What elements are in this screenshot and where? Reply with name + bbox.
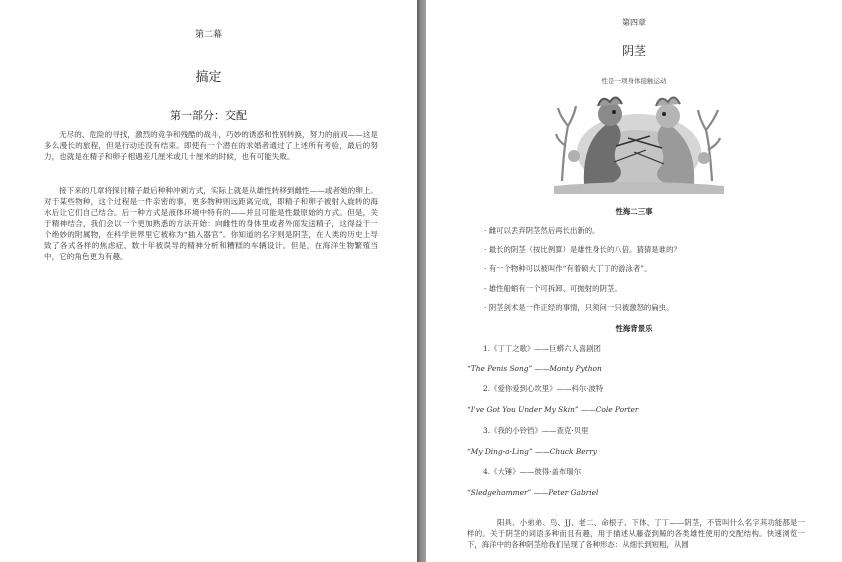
fact-item: · 雌可以丢弃阴茎然后再长出新的。: [484, 226, 600, 235]
song-cn: 3.《我的小铃铛》——查克·贝里: [483, 426, 589, 435]
facts-heading: 性海二三事: [615, 207, 653, 216]
fact-item: · 最长的阴茎（按比例算）是雄性身长的八倍。猜猜是谁的？: [484, 245, 681, 254]
song-en: “My Ding-a-Ling” ——Chuck Berry: [467, 447, 597, 456]
chapter-heading: 第四章: [622, 18, 646, 27]
song-cn: 1.《丁丁之歌》——巨蟒六人喜剧团: [483, 344, 601, 353]
section-heading: 第一部分：交配: [170, 109, 247, 122]
closing-paragraph: 阳具、小弟弟、鸟、JJ、老二、命根子、下体、丁丁——阴茎，不管叫什么名字其功能都是一样的。关于阴茎的词语多种而且有趣，用于描述从藤壶到鲸的各类雄性使用的交配结构。快速浏览一下，海洋中的各种阴茎给我们呈现了各种形态：从细长到短粗，从圆: [467, 518, 805, 549]
epigraph: 性是一项身体接触运动: [601, 77, 667, 85]
chapter-title: 阴茎: [621, 44, 646, 58]
song-en: “I've Got You Under My Skin” ——Cole Porter: [467, 405, 639, 414]
paragraph: 接下来的几章将探讨精子最后种种冲刺方式，实际上就是从雄性转移到雌性——或者她的卵上。对于某些物种，这个过程是一件亲密的事，更多物种则远距离完成，即精子和卵子被射入旋转的海水后让它们自己结合。后一种方式是液体环境中特有的——并且可能是性最原始的方式。但是，关于精神结合，我们会以一个更加熟悉的方法开始：向雌性的身体里或者外面发送精子，这得益于一个绝妙的附属物，在科学世界里它被称为“插入器官”。你知道的名字则是阴茎，在人类的历史上导致了各式各样的焦虑症、数十年被误导的精神分析和糟糕的车辆设计。但是，在海洋生物繁殖当中，它的角色更为有趣。: [44, 186, 378, 261]
right-page: [426, 0, 842, 562]
sea-slugs-fencing-illustration: [554, 86, 724, 194]
page-gutter: [417, 0, 426, 562]
part-title: 搞定: [195, 70, 222, 85]
act-heading: 第二幕: [194, 30, 222, 40]
left-page: [0, 0, 417, 562]
fact-item: · 雄性船蛸有一个可拆卸、可抛射的阴茎。: [484, 284, 622, 293]
song-cn: 4.《大锤》——彼得·盖布瑞尔: [483, 467, 582, 476]
music-heading: 性海背景乐: [615, 324, 653, 333]
song-en: “Sledgehammer” ——Peter Gabriel: [467, 488, 599, 497]
fact-item: · 有一个物种可以被叫作“有着硕大丁丁的游泳者”。: [484, 264, 652, 273]
paragraph: 无尽的、危险的寻找，激烈的竞争和残酷的战斗，巧妙的诱惑和性别转换，努力的前戏——这是多么漫长的旅程，但是行动还没有结束。即使有一个潜在的求婚者通过了上述所有考验，最后的努力，也就是在精子和卵子相遇差几厘米或几十厘米的时候，也有可能失败。: [44, 130, 378, 161]
song-en: “The Penis Song” ——Monty Python: [467, 364, 602, 373]
song-cn: 2.《爱你爱到心坎里》——科尔·波特: [483, 384, 604, 393]
fact-item: · 阴茎剑术是一件正经的事情，只须问一只被激怒的扁虫。: [484, 303, 674, 312]
